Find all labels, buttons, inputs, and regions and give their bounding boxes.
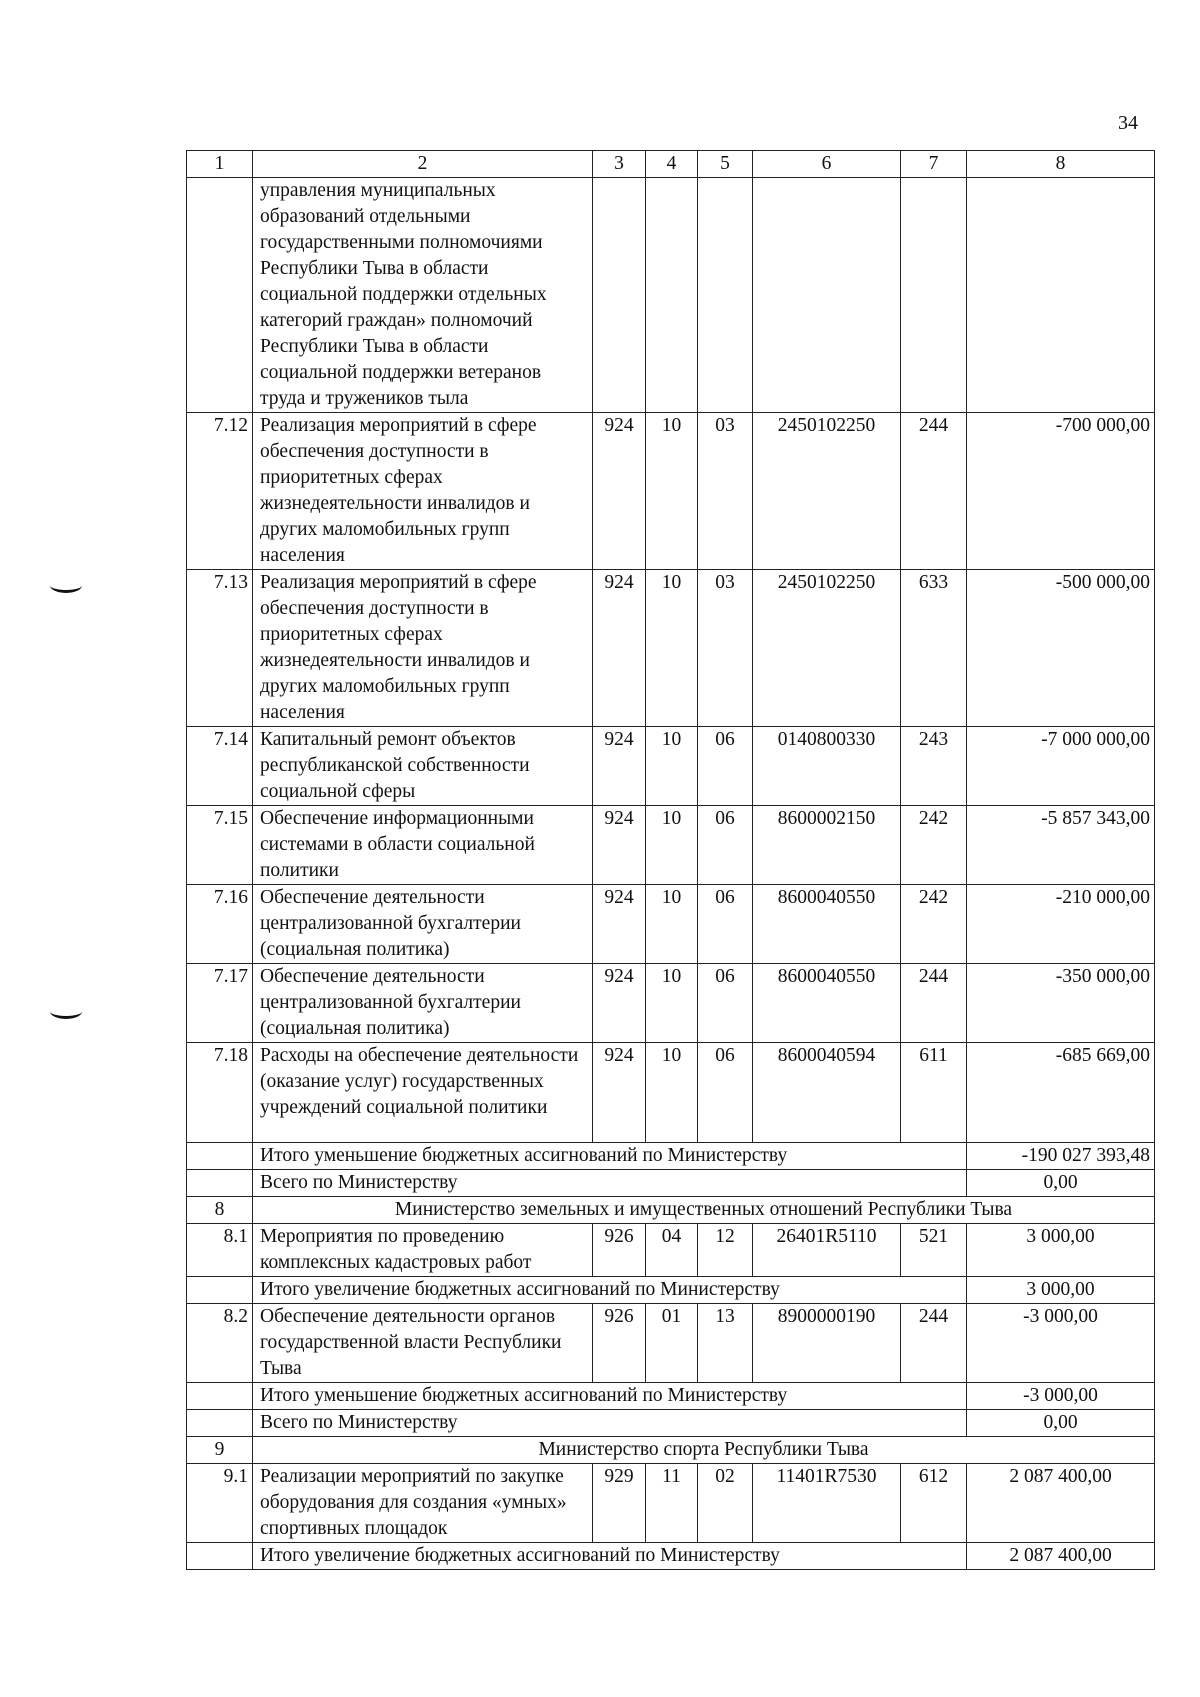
total-row: [187, 1143, 1155, 1170]
code-cell: 03: [698, 570, 753, 727]
code-cell: 10: [646, 413, 698, 570]
total-label: Всего по Министерству: [253, 1410, 967, 1437]
amount-cell: -350 000,00: [967, 964, 1155, 1043]
total-row: [187, 1543, 1155, 1570]
code-cell: 244: [901, 413, 967, 570]
empty-cell: [646, 178, 698, 413]
empty-cell: [187, 178, 253, 413]
total-label: Всего по Министерству: [253, 1170, 967, 1197]
empty-cell: [187, 1383, 253, 1410]
code-cell: 244: [901, 964, 967, 1043]
code-cell: 04: [646, 1224, 698, 1277]
code-cell: 926: [593, 1224, 646, 1277]
code-cell: 06: [698, 885, 753, 964]
code-cell: 924: [593, 1043, 646, 1143]
code-cell: 924: [593, 964, 646, 1043]
row-number: 7.15: [187, 806, 253, 885]
code-cell: 06: [698, 806, 753, 885]
code-cell: 8600040550: [753, 964, 901, 1043]
table-row: [187, 806, 1155, 885]
row-number: 7.12: [187, 413, 253, 570]
description-cell: Реализация мероприятий в сфере обеспечения доступности в приоритетных сферах жизнедеятельности инвалидов и других маломобильных групп населения: [253, 570, 593, 727]
header-cell: 2: [253, 151, 593, 178]
row-number: 8.2: [187, 1304, 253, 1383]
table-row: [187, 1043, 1155, 1143]
amount-cell: -685 669,00: [967, 1043, 1155, 1143]
description-cell: Мероприятия по проведению комплексных кадастровых работ: [253, 1224, 593, 1277]
code-cell: 8600040550: [753, 885, 901, 964]
header-cell: 8: [967, 151, 1155, 178]
budget-table: [186, 150, 1155, 1570]
empty-cell: [593, 178, 646, 413]
section-number: 9: [187, 1437, 253, 1464]
header-cell: 4: [646, 151, 698, 178]
code-cell: 242: [901, 806, 967, 885]
description-cell: Обеспечение деятельности централизованной бухгалтерии (социальная политика): [253, 964, 593, 1043]
total-label: Итого увеличение бюджетных ассигнований по Министерству: [253, 1543, 967, 1570]
code-cell: 10: [646, 885, 698, 964]
amount-cell: -210 000,00: [967, 885, 1155, 964]
total-value: 0,00: [967, 1410, 1155, 1437]
description-cell: Расходы на обеспечение деятельности (оказание услуг) государственных учреждений социальной политики: [253, 1043, 593, 1143]
code-cell: 924: [593, 570, 646, 727]
code-cell: 926: [593, 1304, 646, 1383]
empty-cell: [187, 1143, 253, 1170]
table-row: [187, 885, 1155, 964]
section-row: [187, 1437, 1155, 1464]
total-value: -3 000,00: [967, 1383, 1155, 1410]
code-cell: 924: [593, 413, 646, 570]
header-cell: 6: [753, 151, 901, 178]
total-label: Итого уменьшение бюджетных ассигнований по Министерству: [253, 1143, 967, 1170]
page-number: 34: [1118, 112, 1138, 134]
code-cell: 03: [698, 413, 753, 570]
code-cell: 929: [593, 1464, 646, 1543]
continuation-row: [187, 178, 1155, 413]
row-number: 7.14: [187, 727, 253, 806]
empty-cell: [967, 178, 1155, 413]
code-cell: 0140800330: [753, 727, 901, 806]
code-cell: 521: [901, 1224, 967, 1277]
code-cell: 12: [698, 1224, 753, 1277]
total-value: -190 027 393,48: [967, 1143, 1155, 1170]
code-cell: 924: [593, 885, 646, 964]
description-cell: Обеспечение информационными системами в области социальной политики: [253, 806, 593, 885]
table-row: [187, 570, 1155, 727]
table-row: [187, 1304, 1155, 1383]
table-row: [187, 1464, 1155, 1543]
table-row: [187, 727, 1155, 806]
code-cell: 10: [646, 964, 698, 1043]
total-value: 0,00: [967, 1170, 1155, 1197]
row-number: 8.1: [187, 1224, 253, 1277]
empty-cell: [698, 178, 753, 413]
empty-cell: [187, 1277, 253, 1304]
description-cell: Обеспечение деятельности централизованной бухгалтерии (социальная политика): [253, 885, 593, 964]
section-title: Министерство спорта Республики Тыва: [253, 1437, 1155, 1464]
table-row: [187, 413, 1155, 570]
total-row: [187, 1277, 1155, 1304]
section-row: [187, 1197, 1155, 1224]
code-cell: 10: [646, 727, 698, 806]
row-number: 7.16: [187, 885, 253, 964]
row-number: 9.1: [187, 1464, 253, 1543]
empty-cell: [187, 1543, 253, 1570]
code-cell: 612: [901, 1464, 967, 1543]
code-cell: 924: [593, 806, 646, 885]
code-cell: 10: [646, 806, 698, 885]
code-cell: 2450102250: [753, 413, 901, 570]
header-cell: 3: [593, 151, 646, 178]
row-number: 7.13: [187, 570, 253, 727]
table-row: [187, 964, 1155, 1043]
code-cell: 13: [698, 1304, 753, 1383]
table-row: [187, 1224, 1155, 1277]
total-row: [187, 1383, 1155, 1410]
code-cell: 633: [901, 570, 967, 727]
total-label: Итого увеличение бюджетных ассигнований по Министерству: [253, 1277, 967, 1304]
total-row: [187, 1170, 1155, 1197]
row-number: 7.18: [187, 1043, 253, 1143]
code-cell: 11401R7530: [753, 1464, 901, 1543]
total-row: [187, 1410, 1155, 1437]
amount-cell: -3 000,00: [967, 1304, 1155, 1383]
header-row: [187, 151, 1155, 178]
margin-mark: [50, 1004, 82, 1019]
header-cell: 5: [698, 151, 753, 178]
empty-cell: [187, 1170, 253, 1197]
section-number: 8: [187, 1197, 253, 1224]
amount-cell: 3 000,00: [967, 1224, 1155, 1277]
margin-mark: [50, 578, 82, 593]
code-cell: 244: [901, 1304, 967, 1383]
empty-cell: [753, 178, 901, 413]
total-label: Итого уменьшение бюджетных ассигнований по Министерству: [253, 1383, 967, 1410]
description-cell: Обеспечение деятельности органов государственной власти Республики Тыва: [253, 1304, 593, 1383]
code-cell: 10: [646, 570, 698, 727]
description-cell: Реализация мероприятий в сфере обеспечения доступности в приоритетных сферах жизнедеятельности инвалидов и других маломобильных групп населения: [253, 413, 593, 570]
amount-cell: -700 000,00: [967, 413, 1155, 570]
code-cell: 26401R5110: [753, 1224, 901, 1277]
code-cell: 8900000190: [753, 1304, 901, 1383]
header-cell: 7: [901, 151, 967, 178]
header-cell: 1: [187, 151, 253, 178]
code-cell: 242: [901, 885, 967, 964]
section-title: Министерство земельных и имущественных отношений Республики Тыва: [253, 1197, 1155, 1224]
code-cell: 2450102250: [753, 570, 901, 727]
description-cell: Капитальный ремонт объектов республиканской собственности социальной сферы: [253, 727, 593, 806]
amount-cell: -7 000 000,00: [967, 727, 1155, 806]
code-cell: 02: [698, 1464, 753, 1543]
code-cell: 01: [646, 1304, 698, 1383]
code-cell: 8600002150: [753, 806, 901, 885]
description-cell: управления муниципальных образований отдельными государственными полномочиями Республики Тыва в области социальной поддержки отдельных категорий граждан» полномочий Республики Тыва в области социальной поддержки ветеранов труда и тружеников тыла: [253, 178, 593, 413]
empty-cell: [901, 178, 967, 413]
code-cell: 8600040594: [753, 1043, 901, 1143]
code-cell: 06: [698, 1043, 753, 1143]
amount-cell: -5 857 343,00: [967, 806, 1155, 885]
code-cell: 924: [593, 727, 646, 806]
code-cell: 11: [646, 1464, 698, 1543]
total-value: 2 087 400,00: [967, 1543, 1155, 1570]
code-cell: 611: [901, 1043, 967, 1143]
row-number: 7.17: [187, 964, 253, 1043]
code-cell: 06: [698, 727, 753, 806]
code-cell: 10: [646, 1043, 698, 1143]
description-cell: Реализации мероприятий по закупке оборудования для создания «умных» спортивных площадок: [253, 1464, 593, 1543]
empty-cell: [187, 1410, 253, 1437]
code-cell: 06: [698, 964, 753, 1043]
code-cell: 243: [901, 727, 967, 806]
total-value: 3 000,00: [967, 1277, 1155, 1304]
amount-cell: -500 000,00: [967, 570, 1155, 727]
amount-cell: 2 087 400,00: [967, 1464, 1155, 1543]
